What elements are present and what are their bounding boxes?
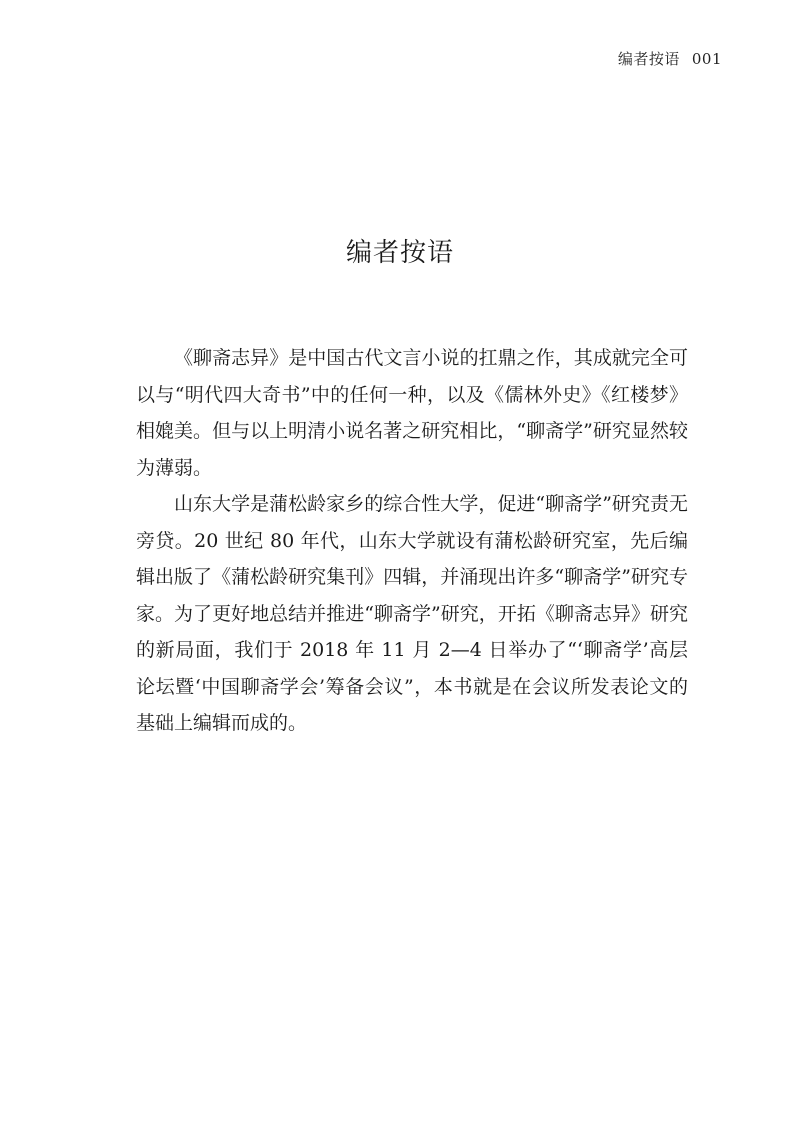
page-number: 001 (691, 50, 722, 68)
body-text (136, 340, 688, 742)
paragraph: 山东大学是蒲松龄家乡的综合性大学，促进“聊斋学”研究责无旁贷。20 世纪 80 年代，山东大学就设有蒲松龄研究室，先后编辑出版了《蒲松龄研究集刊》四辑，并涌现出许多“聊斋学”研究专家。为了更好地总结并推进“聊斋学”研究，开拓《聊斋志异》研究的新局面，我们于 2018 年 11 月 2—4 日举办了“‘聊斋学’高层论坛暨‘中国聊斋学会’筹备会议”，本书就是在会议所发表论文的基础上编辑而成的。 (136, 493, 688, 734)
page-title: 编者按语 (345, 238, 454, 268)
paragraph: 《聊斋志异》是中国古代文言小说的扛鼎之作，其成就完全可以与“明代四大奇书”中的任何一种，以及《儒林外史》《红楼梦》相媲美。但与以上明清小说名著之研究相比，“聊斋学”研究显然较为薄弱。 (136, 347, 688, 479)
header-section-title: 编者按语 (617, 50, 680, 68)
running-header (618, 48, 722, 69)
